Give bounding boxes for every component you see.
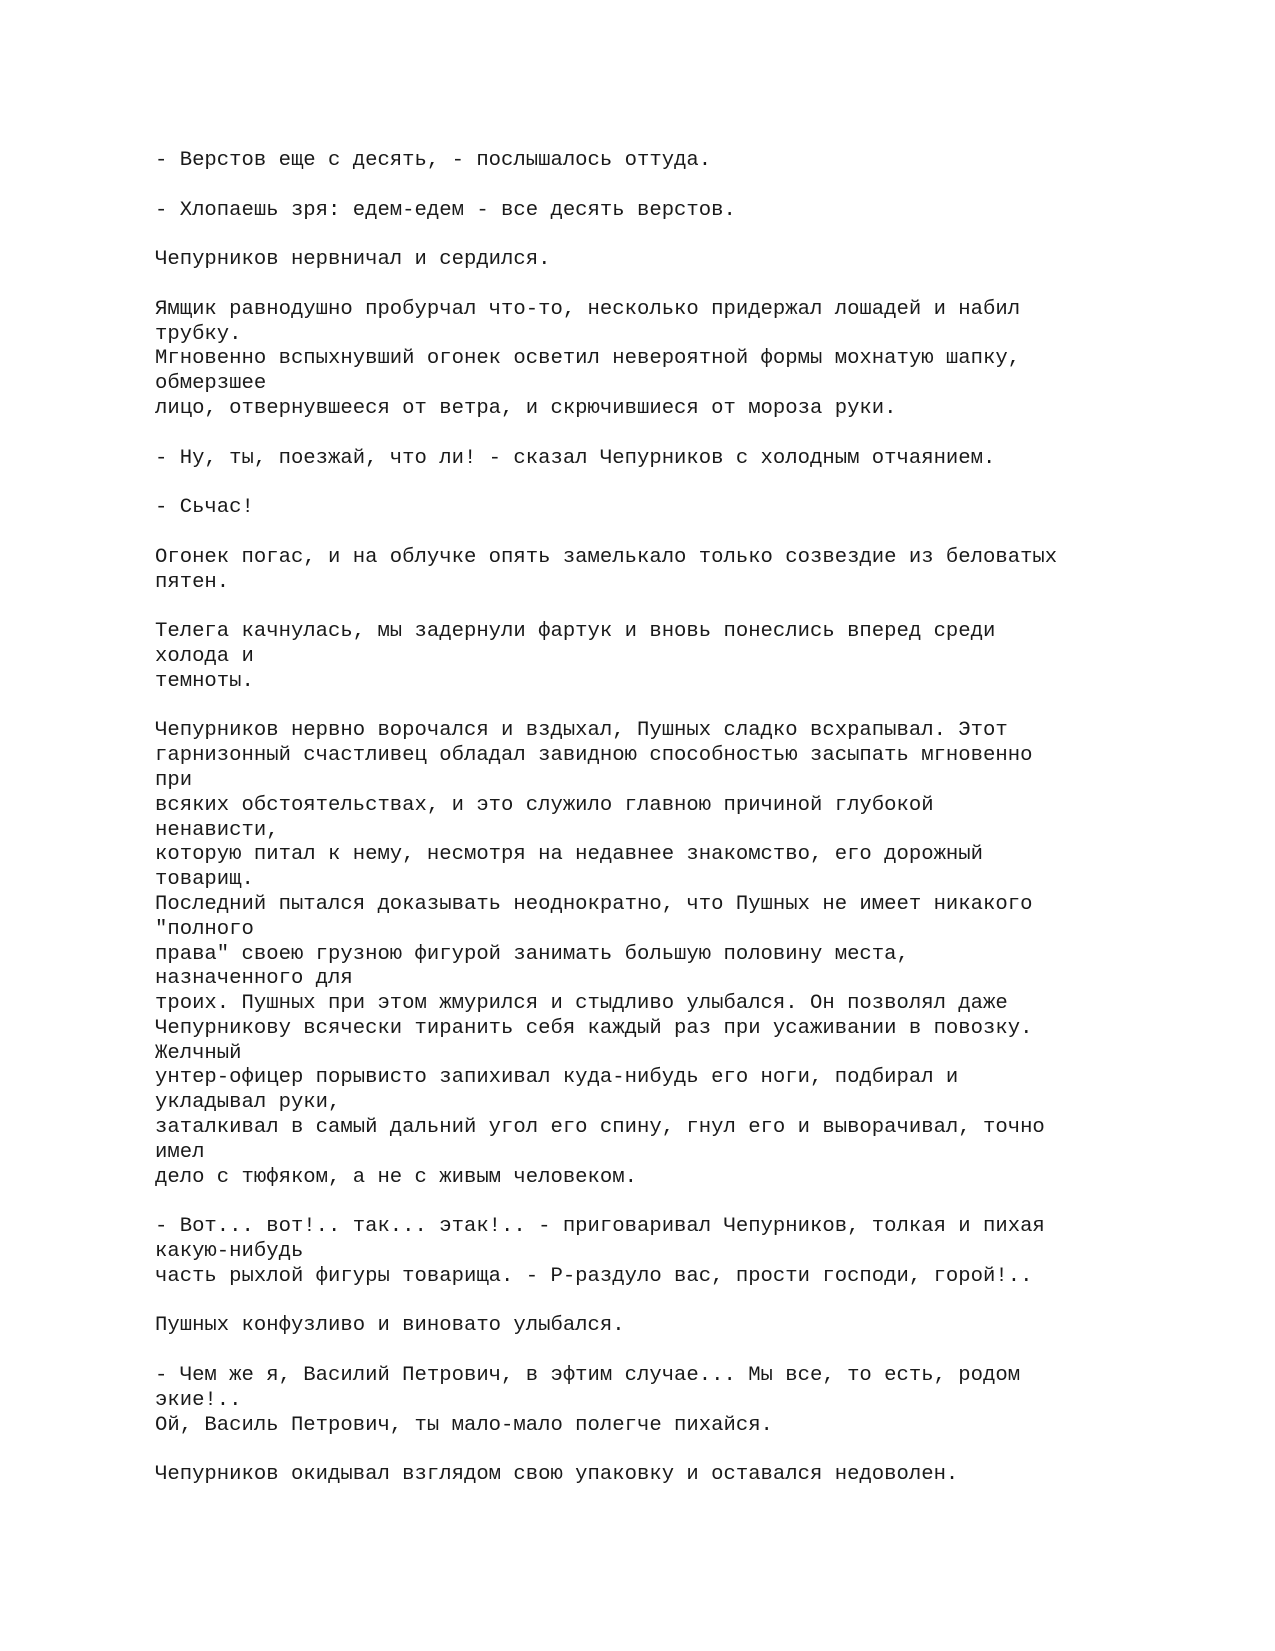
text-line: Желчный bbox=[155, 1041, 242, 1065]
text-line: Последний пытался доказывать неоднократно, что Пушных не имеет никакого bbox=[155, 892, 1033, 916]
text-line: холода и bbox=[155, 644, 254, 668]
paragraph bbox=[155, 447, 1215, 472]
text-line: - Верстов еще с десять, - послышалось оттуда. bbox=[155, 149, 712, 172]
text-line: всяких обстоятельствах, и это служило главною причиной глубокой bbox=[155, 793, 934, 817]
paragraph bbox=[155, 620, 1215, 694]
text-line: трубку. bbox=[155, 322, 242, 346]
text-line: гарнизонный счастливец обладал завидною способностью засыпать мгновенно bbox=[155, 744, 1033, 768]
text-line: которую питал к нему, несмотря на недавнее знакомство, его дорожный bbox=[155, 843, 984, 867]
text-line: обмерзшее bbox=[155, 372, 267, 396]
text-line: права" своею грузною фигурой занимать большую половину места, bbox=[155, 942, 909, 966]
text-line: - Ну, ты, поезжай, что ли! - сказал Чепурников с холодным отчаянием. bbox=[155, 446, 996, 470]
paragraph bbox=[155, 719, 1215, 1190]
paragraph bbox=[155, 546, 1215, 596]
text-line: экие!.. bbox=[155, 1388, 242, 1412]
text-line: "полного bbox=[155, 917, 254, 941]
text-line: товарищ. bbox=[155, 868, 254, 892]
text-line: дело с тюфяком, а не с живым человеком. bbox=[155, 1165, 637, 1189]
text-line: - Сьчас! bbox=[155, 496, 254, 520]
document-body bbox=[155, 149, 1215, 1513]
text-line: Ой, Василь Петрович, ты мало-мало полегче пихайся. bbox=[155, 1413, 773, 1437]
text-line: Чепурников нервно ворочался и вздыхал, Пушных сладко всхрапывал. Этот bbox=[155, 719, 1008, 743]
paragraph bbox=[155, 248, 1215, 273]
text-line: какую-нибудь bbox=[155, 1240, 304, 1264]
text-line: ненависти, bbox=[155, 818, 279, 842]
text-line: лицо, отвернувшееся от ветра, и скрючившиеся от мороза руки. bbox=[155, 396, 897, 420]
paragraph bbox=[155, 149, 1215, 174]
text-line: Чепурников нервничал и сердился. bbox=[155, 248, 551, 272]
paragraph bbox=[155, 496, 1215, 521]
text-line: Ямщик равнодушно пробурчал что-то, несколько придержал лошадей и набил bbox=[155, 297, 1021, 321]
paragraph bbox=[155, 1314, 1215, 1339]
paragraph bbox=[155, 1463, 1215, 1488]
text-line: часть рыхлой фигуры товарища. - Р-раздуло вас, прости господи, горой!.. bbox=[155, 1264, 1033, 1288]
text-line: назначенного для bbox=[155, 967, 353, 991]
text-line: темноты. bbox=[155, 669, 254, 693]
text-line: при bbox=[155, 768, 193, 792]
paragraph bbox=[155, 199, 1215, 224]
text-line: унтер-офицер порывисто запихивал куда-нибудь его ноги, подбирал и bbox=[155, 1066, 959, 1090]
text-line: имел bbox=[155, 1140, 205, 1164]
text-line: Огонек погас, и на облучке опять замелькало только созвездие из беловатых bbox=[155, 545, 1058, 569]
text-line: Мгновенно вспыхнувший огонек осветил невероятной формы мохнатую шапку, bbox=[155, 347, 1021, 371]
text-line: - Вот... вот!.. так... этак!.. - приговаривал Чепурников, толкая и пихая bbox=[155, 1215, 1045, 1239]
text-line: - Чем же я, Василий Петрович, в эфтим случае... Мы все, то есть, родом bbox=[155, 1364, 1021, 1388]
text-line: - Хлопаешь зря: едем-едем - все десять верстов. bbox=[155, 198, 736, 222]
paragraph bbox=[155, 1215, 1215, 1289]
paragraph bbox=[155, 298, 1215, 422]
text-line: Чепурникову всячески тиранить себя каждый раз при усаживании в повозку. bbox=[155, 1016, 1033, 1040]
text-line: пятен. bbox=[155, 570, 230, 594]
text-line: Чепурников окидывал взглядом свою упаковку и оставался недоволен. bbox=[155, 1463, 959, 1487]
text-line: Телега качнулась, мы задернули фартук и вновь понеслись вперед среди bbox=[155, 620, 996, 644]
paragraph bbox=[155, 1364, 1215, 1438]
text-line: троих. Пушных при этом жмурился и стыдливо улыбался. Он позволял даже bbox=[155, 992, 1008, 1016]
text-line: Пушных конфузливо и виновато улыбался. bbox=[155, 1314, 625, 1338]
text-line: заталкивал в самый дальний угол его спину, гнул его и выворачивал, точно bbox=[155, 1116, 1045, 1140]
text-line: укладывал руки, bbox=[155, 1091, 341, 1115]
